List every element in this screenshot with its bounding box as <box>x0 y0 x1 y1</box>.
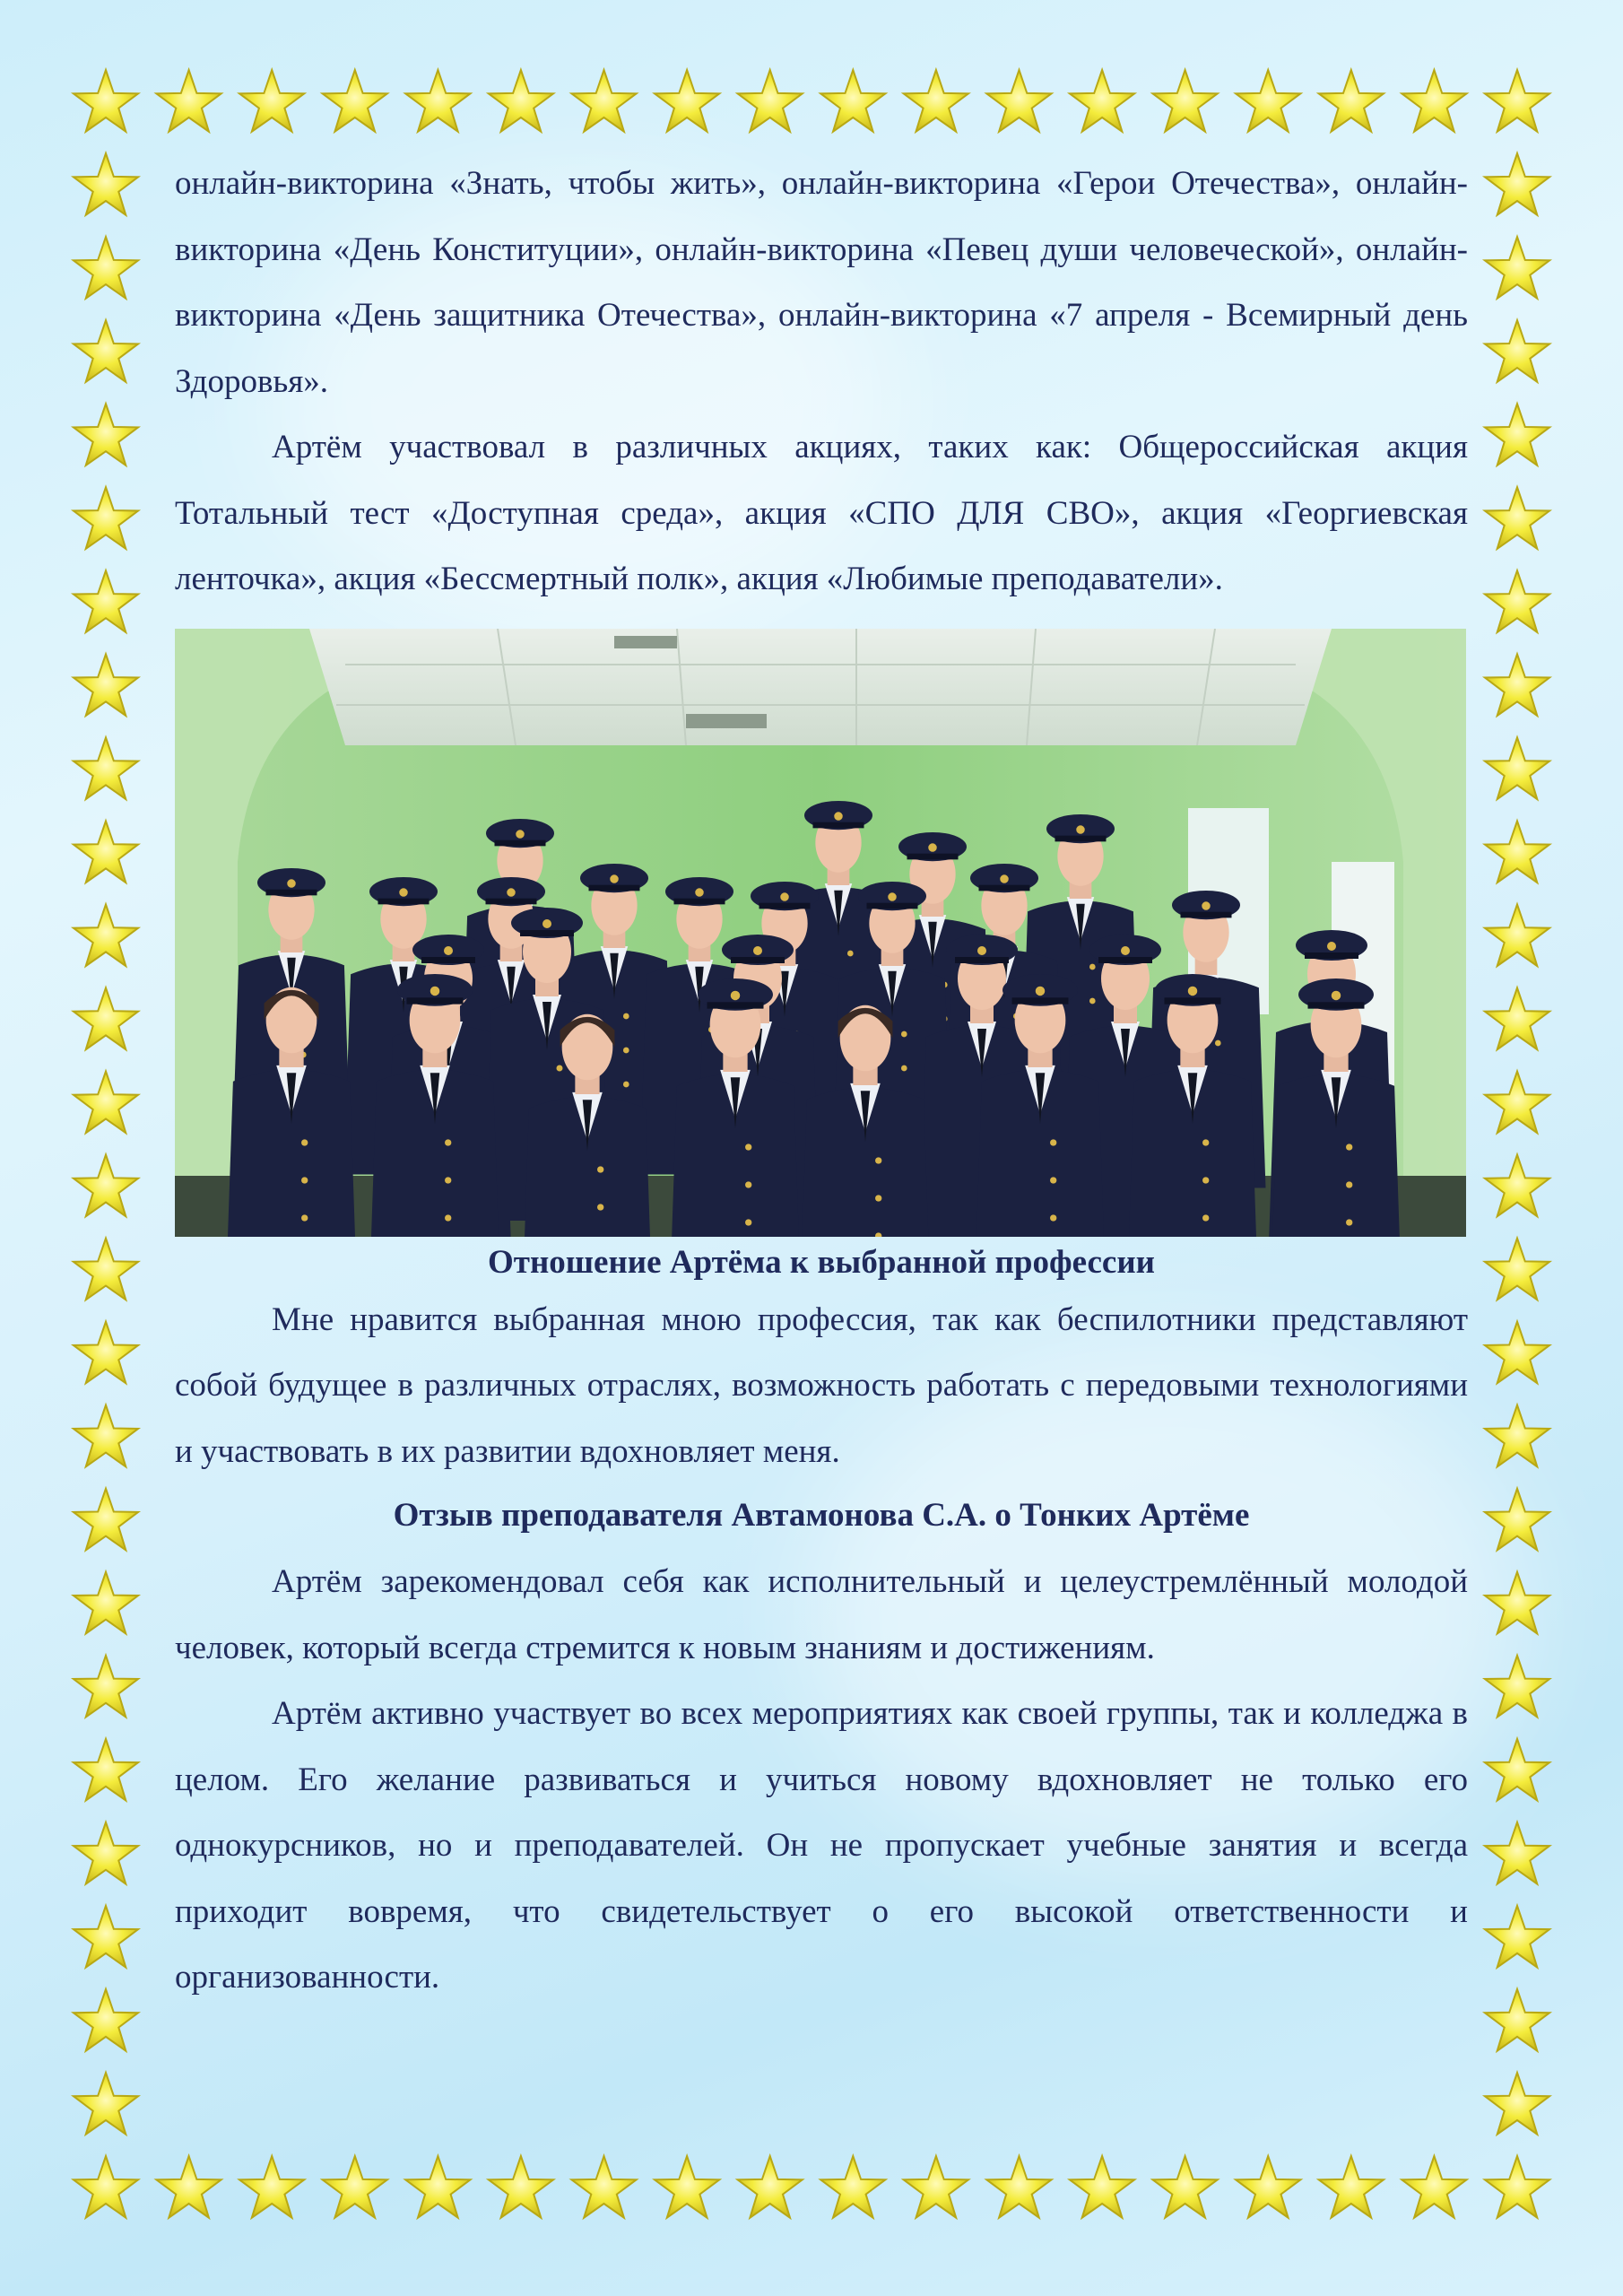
star-icon <box>74 237 138 299</box>
star-icon <box>74 570 138 632</box>
star-icon <box>986 2156 1051 2218</box>
star-icon <box>1485 320 1549 382</box>
star-icon <box>655 2156 719 2218</box>
star-icon <box>489 2156 553 2218</box>
star-icon <box>74 1822 138 1884</box>
star-icon <box>1485 70 1549 132</box>
star-icon <box>1485 1739 1549 1801</box>
star-icon <box>74 1656 138 1718</box>
star-icon <box>1485 1906 1549 1968</box>
star-icon <box>1153 70 1218 132</box>
star-icon <box>74 1239 138 1300</box>
star-icon <box>1485 153 1549 215</box>
star-icon <box>1402 70 1466 132</box>
page-content <box>175 151 1468 2011</box>
star-icon <box>239 2156 304 2218</box>
star-icon <box>74 70 138 132</box>
group-photo <box>175 629 1466 1237</box>
star-icon <box>1485 1155 1549 1217</box>
star-icon <box>74 654 138 716</box>
star-icon <box>239 70 304 132</box>
star-icon <box>323 70 387 132</box>
star-icon <box>1485 1822 1549 1884</box>
star-icon <box>74 1405 138 1467</box>
star-icon <box>74 1072 138 1134</box>
activities-paragraph: онлайн-викторина «Знать, чтобы жить», онлайн-викторина «Герои Отечества», онлайн-викторина «День Конституции», онлайн-викторина «Певец души человеческой», онлайн-викторина «День защитника Отечества», онлайн-викторина «7 апреля - Всемирный день Здоровья». <box>175 165 1468 400</box>
star-icon <box>74 1572 138 1634</box>
star-icon <box>1485 821 1549 883</box>
star-icon <box>1485 237 1549 299</box>
review-paragraph-1: Артём зарекомендовал себя как исполнительный и целеустремлённый молодой человек, который всегда стремится к новым знаниям и достижениям. <box>175 1563 1468 1666</box>
star-icon <box>74 1155 138 1217</box>
star-icon <box>156 2156 221 2218</box>
star-icon <box>323 2156 387 2218</box>
star-icon <box>74 320 138 382</box>
star-icon <box>74 1989 138 2051</box>
star-icon <box>489 70 553 132</box>
campaigns-paragraph: Артём участвовал в различных акциях, таких как: Общероссийская акция Тотальный тест «Доступная среда», акция «СПО ДЛЯ СВО», акция «Георгиевская ленточка», акция «Бессмертный полк», акция «Любимые преподаватели». <box>175 429 1468 597</box>
star-icon <box>74 1906 138 1968</box>
star-icon <box>986 70 1051 132</box>
star-icon <box>1485 1572 1549 1634</box>
star-icon <box>74 2073 138 2135</box>
star-icon <box>74 1489 138 1551</box>
star-icon <box>1236 2156 1300 2218</box>
star-icon <box>74 1739 138 1801</box>
star-icon <box>904 2156 968 2218</box>
star-icon <box>1070 70 1134 132</box>
star-icon <box>1153 2156 1218 2218</box>
star-icon <box>1485 404 1549 465</box>
star-icon <box>1402 2156 1466 2218</box>
star-icon <box>74 821 138 883</box>
star-icon <box>738 2156 803 2218</box>
star-icon <box>571 70 636 132</box>
star-icon <box>1485 1489 1549 1551</box>
star-icon <box>1485 1989 1549 2051</box>
review-heading: Отзыв преподавателя Автамонова С.А. о Тонких Артёме <box>393 1497 1250 1534</box>
star-icon <box>1319 70 1384 132</box>
star-icon <box>904 70 968 132</box>
star-icon <box>74 153 138 215</box>
star-icon <box>1485 487 1549 549</box>
star-icon <box>156 70 221 132</box>
star-icon <box>1485 737 1549 799</box>
star-icon <box>1485 904 1549 966</box>
star-icon <box>74 987 138 1049</box>
star-icon <box>74 904 138 966</box>
star-icon <box>1485 654 1549 716</box>
star-icon <box>1070 2156 1134 2218</box>
star-icon <box>1485 2073 1549 2135</box>
star-icon <box>405 2156 470 2218</box>
star-icon <box>1485 1322 1549 1384</box>
star-icon <box>74 1322 138 1384</box>
star-icon <box>655 70 719 132</box>
star-icon <box>1319 2156 1384 2218</box>
star-icon <box>820 70 885 132</box>
star-icon <box>74 404 138 465</box>
star-icon <box>1485 1239 1549 1300</box>
star-icon <box>1485 570 1549 632</box>
star-icon <box>738 70 803 132</box>
star-icon <box>1485 1405 1549 1467</box>
star-icon <box>1485 2156 1549 2218</box>
star-icon <box>1485 1072 1549 1134</box>
star-icon <box>1485 987 1549 1049</box>
review-paragraph-2: Артём активно участвует во всех мероприятиях как своей группы, так и колледжа в целом. Его желание развиваться и учиться новому вдохновляет не только его однокурсников, но и преподавателей. Он не пропускает учебные занятия и всегда приходит вовремя, что свидетельствует о его высокой ответственности и организованности. <box>175 1695 1468 1996</box>
star-icon <box>1236 70 1300 132</box>
star-icon <box>820 2156 885 2218</box>
star-icon <box>74 2156 138 2218</box>
star-icon <box>1485 1656 1549 1718</box>
star-icon <box>571 2156 636 2218</box>
star-icon <box>405 70 470 132</box>
profession-heading: Отношение Артёма к выбранной профессии <box>488 1243 1155 1281</box>
star-icon <box>74 737 138 799</box>
profession-paragraph: Мне нравится выбранная мною профессия, так как беспилотники представляют собой будущее в различных отраслях, возможность работать с передовыми технологиями и участвовать в их развитии вдохновляет меня. <box>175 1300 1468 1470</box>
star-icon <box>74 487 138 549</box>
